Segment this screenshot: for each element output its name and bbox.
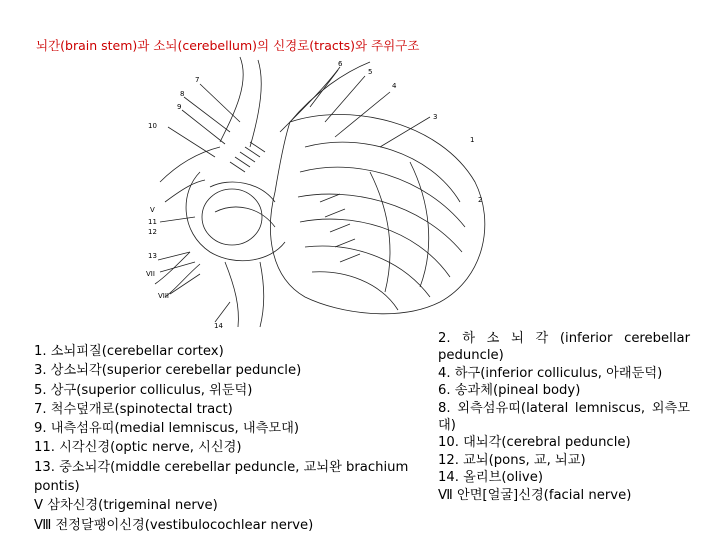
- figure-label-viii: VIII: [158, 292, 169, 300]
- legend-item: 6. 송과체(pineal body): [438, 383, 581, 399]
- figure-label-11: 11: [148, 218, 157, 226]
- page-title: 뇌간(brain stem)과 소뇌(cerebellum)의 신경로(tracts)와 주위구조: [36, 38, 420, 53]
- figure-label-7: 7: [195, 76, 200, 84]
- figure-label-vii: VII: [146, 270, 155, 278]
- figure-label-4: 4: [392, 82, 397, 90]
- legend-item: 8. 외측섬유띠(lateral lemniscus, 외측모대): [438, 400, 690, 434]
- figure-label-13: 13: [148, 252, 157, 260]
- figure-label-9: 9: [177, 103, 182, 111]
- legend-item: 10. 대뇌각(cerebral peduncle): [438, 435, 631, 451]
- legend-item: 1. 소뇌피질(cerebellar cortex): [34, 344, 224, 359]
- figure-label-10: 10: [148, 122, 157, 130]
- legend-item: 7. 척수덮개로(spinotectal tract): [34, 401, 233, 417]
- brainstem-cerebellum-illustration: [140, 52, 496, 330]
- figure-label-5: 5: [368, 68, 373, 76]
- legend-item: Ⅴ 삼차신경(trigeminal nerve): [34, 498, 218, 514]
- legend-item: 2. 하 소 뇌 각 (inferior cerebellar peduncle): [438, 331, 690, 364]
- legend-item: 14. 올리브(olive): [438, 470, 543, 486]
- figure-label-6: 6: [338, 60, 343, 68]
- figure-label-12: 12: [148, 228, 157, 236]
- figure-label-8: 8: [180, 90, 185, 98]
- figure-label-14: 14: [214, 322, 223, 330]
- figure-label-1: 1: [470, 136, 475, 144]
- legend-right-column: [438, 330, 690, 504]
- legend-item: Ⅶ 안면[얼굴]신경(facial nerve): [438, 487, 632, 503]
- legend-item: 13. 중소뇌각(middle cerebellar peduncle, 교뇌완 brachium pontis): [34, 459, 409, 495]
- figure-label-v: V: [150, 206, 155, 214]
- legend-left-column: [34, 342, 424, 535]
- legend-item: Ⅷ 전정달팽이신경(vestibulocochlear nerve): [34, 517, 314, 533]
- figure-label-2: 2: [478, 196, 483, 204]
- figure-label-3: 3: [433, 113, 438, 121]
- legend-item: 11. 시각신경(optic nerve, 시신경): [34, 440, 242, 456]
- legend-item: 4. 하구(inferior colliculus, 아래둔덕): [438, 365, 663, 381]
- legend-item: 5. 상구(superior colliculus, 위둔덕): [34, 382, 253, 398]
- legend-item: 3. 상소뇌각(superior cerebellar peduncle): [34, 363, 302, 379]
- legend-item: 9. 내측섬유띠(medial lemniscus, 내측모대): [34, 421, 300, 437]
- legend-item: 12. 교뇌(pons, 교, 뇌교): [438, 452, 586, 468]
